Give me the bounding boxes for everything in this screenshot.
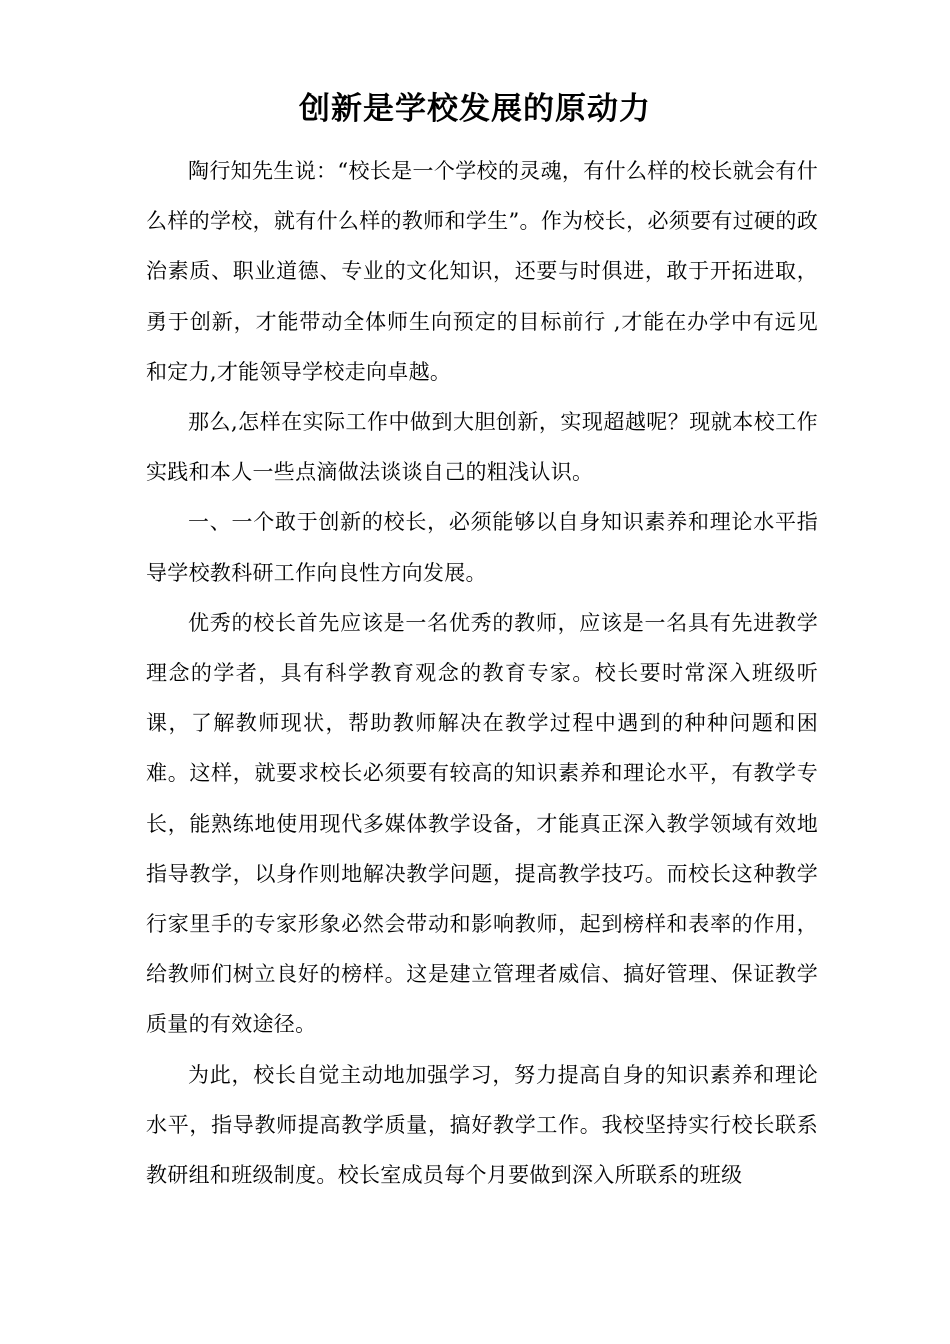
paragraph-intro: 陶行知先生说：“校长是一个学校的灵魂，有什么样的校长就会有什么样的学校，就有什么样的教师和学生”。作为校长，必须要有过硬的政治素质、职业道德、专业的文化知识，还要与时俱进，敢于开拓进取，勇于创新，才能带动全体师生向预定的目标前行 ,才能在办学中有远见和定力,才能领导学校走向卓越。 [146,159,818,384]
document-title: 创新是学校发展的原动力 [299,91,651,127]
document-body [146,146,818,1200]
paragraph-question: 那么,怎样在实际工作中做到大胆创新，实现超越呢？现就本校工作实践和本人一些点滴做法谈谈自己的粗浅认识。 [146,410,818,485]
paragraph-excellent-principal: 优秀的校长首先应该是一名优秀的教师，应该是一名具有先进教学理念的学者，具有科学教育观念的教育专家。校长要时常深入班级听课，了解教师现状，帮助教师解决在教学过程中遇到的种种问题和困难。这样，就要求校长必须要有较高的知识素养和理论水平，有教学专长，能熟练地使用现代多媒体教学设备，才能真正深入教学领域有效地指导教学，以身作则地解决教学问题，提高教学技巧。而校长这种教学行家里手的专家形象必然会带动和影响教师，起到榜样和表率的作用，给教师们树立良好的榜样。这是建立管理者威信、搞好管理、保证教学质量的有效途径。 [146,610,818,1037]
paragraph-section-heading: 一、一个敢于创新的校长，必须能够以自身知识素养和理论水平指导学校教科研工作向良性方向发展。 [146,510,818,585]
paragraph-study-practice: 为此，校长自觉主动地加强学习，努力提高自身的知识素养和理论水平，指导教师提高教学质量，搞好教学工作。我校坚持实行校长联系教研组和班级制度。校长室成员每个月要做到深入所联系的班级 [146,1062,818,1188]
